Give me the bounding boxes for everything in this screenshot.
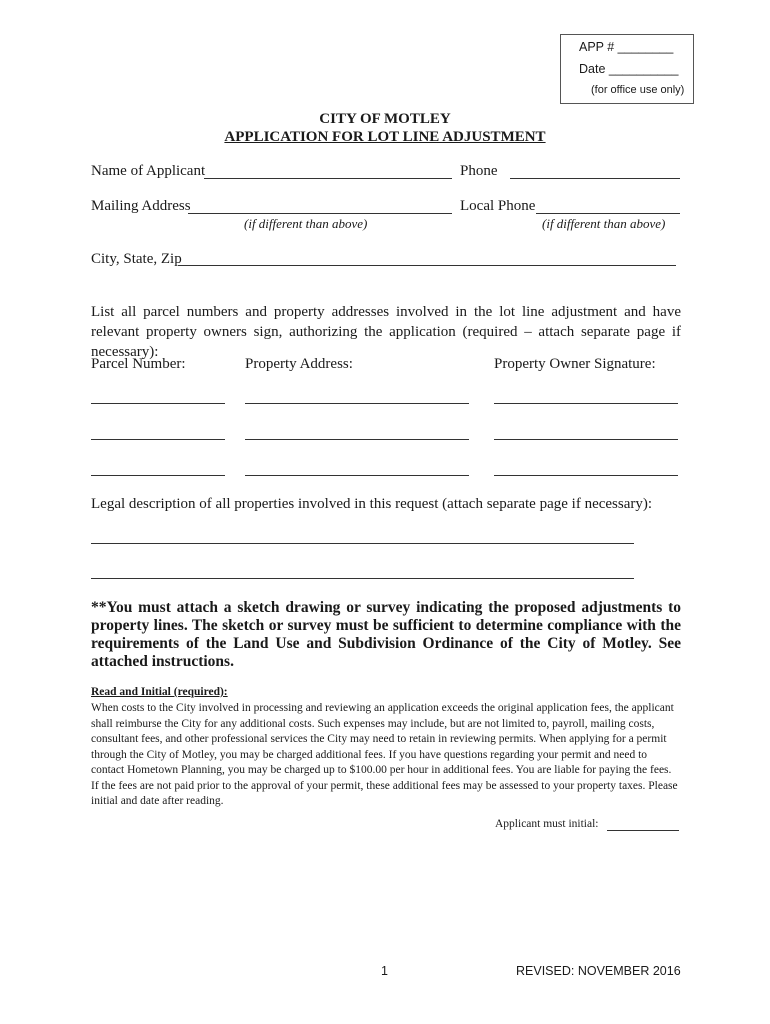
applicant-initial-field[interactable] (607, 830, 679, 831)
applicant-initial-label: Applicant must initial: (495, 818, 599, 830)
applicant-name-label: Name of Applicant (91, 163, 206, 179)
revision-date: REVISED: NOVEMBER 2016 (516, 964, 681, 978)
city-state-zip-field[interactable] (178, 265, 676, 266)
parcel-instructions: List all parcel numbers and property addresses involved in the lot line adjustment and have relevant property owners sign, authorizing the application (required – attach separate page if necessary): (91, 304, 681, 360)
local-phone-hint: (if different than above) (542, 216, 666, 231)
parcel-number-field[interactable] (91, 403, 225, 404)
legal-description-label: Legal description of all properties involved in this request (attach separate page if necessary): (91, 496, 653, 512)
fees-disclosure-text: When costs to the City involved in processing and reviewing an application exceeds the original application fees, the applicant shall reimburse the City for any additional costs. Such expenses may include, but are not limited to, payroll, mailing costs, consultant fees, and other professional services the City may need to retain in reviewing permits. When applying for a permit through the City of Motley, you may be charged additional fees. If you have questions regarding your permit and need to contact Hometown Planning, you may be charged up to $100.00 per hour in additional fees. You are liable for paying the fees. If the fees are not paid prior to the approval of your permit, these additional fees may be assessed to your property taxes. Please initial and date after reading. (91, 702, 678, 807)
mailing-address-field[interactable] (188, 213, 452, 214)
phone-label: Phone (460, 163, 498, 179)
owner-signature-field[interactable] (494, 439, 678, 440)
mailing-address-hint: (if different than above) (244, 216, 368, 231)
property-address-field[interactable] (245, 475, 469, 476)
owner-signature-field[interactable] (494, 475, 678, 476)
read-and-initial-heading: Read and Initial (required): (91, 686, 228, 698)
city-title: CITY OF MOTLEY (319, 111, 451, 127)
office-use-box (560, 34, 694, 104)
parcel-number-field[interactable] (91, 439, 225, 440)
legal-description-field[interactable] (91, 578, 634, 579)
applicant-name-field[interactable] (204, 178, 452, 179)
parcel-number-field[interactable] (91, 475, 225, 476)
office-use-note: (for office use only) (591, 84, 685, 96)
app-number-field[interactable]: APP # ________ (579, 40, 674, 54)
local-phone-field[interactable] (536, 213, 680, 214)
local-phone-label: Local Phone (460, 198, 536, 214)
city-state-zip-label: City, State, Zip (91, 251, 182, 267)
form-title: APPLICATION FOR LOT LINE ADJUSTMENT (224, 129, 546, 145)
page-number: 1 (381, 964, 388, 978)
property-address-field[interactable] (245, 439, 469, 440)
owner-signature-header: Property Owner Signature: (494, 356, 656, 372)
phone-field[interactable] (510, 178, 680, 179)
property-address-field[interactable] (245, 403, 469, 404)
legal-description-field[interactable] (91, 543, 634, 544)
sketch-requirement-notice: **You must attach a sketch drawing or survey indicating the proposed adjustments to property lines. The sketch or survey must be sufficient to determine compliance with the requirements of the Land Use and Subdivision Ordinance of the City of Motley. See attached instructions. (91, 599, 681, 670)
property-address-header: Property Address: (245, 356, 353, 372)
mailing-address-label: Mailing Address (91, 198, 191, 214)
parcel-number-header: Parcel Number: (91, 356, 186, 372)
office-date-field[interactable]: Date __________ (579, 62, 679, 76)
owner-signature-field[interactable] (494, 403, 678, 404)
